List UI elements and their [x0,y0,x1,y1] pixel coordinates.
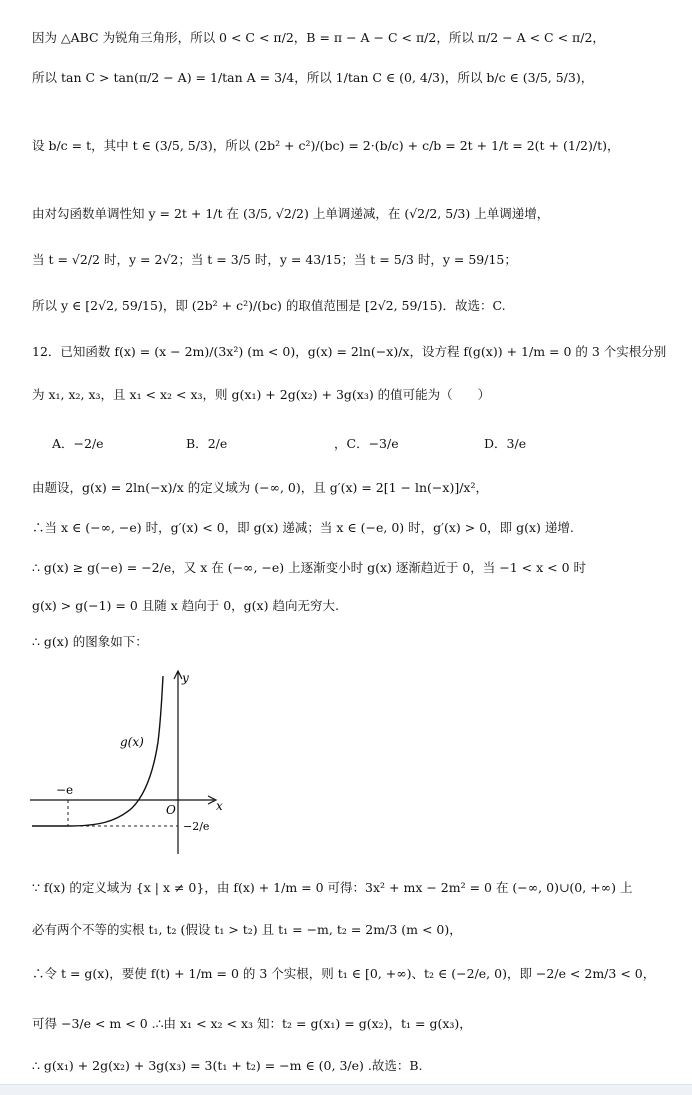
g-curve [32,676,163,826]
text-line: 所以 y ∈ [2√2, 59/15)，即 (2b² + c²)/(bc) 的取值范围是 [2√2, 59/15)．故选：C. [32,298,506,313]
min-value-label: −2/e [183,820,210,833]
text-line: ∴当 x ∈ (−∞, −e) 时，g′(x) < 0，即 g(x) 递减；当 x ∈ (−e, 0) 时，g′(x) > 0，即 g(x) 递增. [32,520,574,535]
text-line: 可得 −3/e < m < 0 .∴由 x₁ < x₂ < x₃ 知：t₂ = g(x₁) = g(x₂)，t₁ = g(x₃)， [32,1016,472,1031]
option-c [334,434,399,452]
text-line: 所以 tan C > tan(π/2 − A) = 1/tan A = 3/4，所以 1/tan C ∈ (0, 4/3)，所以 b/c ∈ (3/5, 5/3)， [32,70,594,85]
neg-e-label: −e [56,783,74,797]
option-value: 3/e [506,436,527,451]
text-line: g(x) > g(−1) = 0 且随 x 趋向于 0，g(x) 趋向无穷大. [32,598,339,613]
function-graph [28,668,248,858]
option-label: A． [52,436,74,451]
option-value: 2/e [207,436,228,451]
text-line: ∴ g(x) ≥ g(−e) = −2/e，又 x 在 (−∞, −e) 上逐渐变小时 g(x) 逐渐趋近于 0，当 −1 < x < 0 时 [32,560,587,575]
text-line: 设 b/c = t，其中 t ∈ (3/5, 5/3)，所以 (2b² + c²)/(bc) = 2·(b/c) + c/b = 2t + 1/t = 2(t + (1/2)/t)， [32,138,620,153]
text-line: ∴令 t = g(x)，要使 f(t) + 1/m = 0 的 3 个实根，则 t₁ ∈ [0, +∞)、t₂ ∈ (−2/e, 0)，即 −2/e < 2m/3 < 0， [32,966,656,981]
option-d [484,434,526,452]
option-value: −2/e [73,436,104,451]
x-axis-label: x [216,799,223,813]
option-a [52,434,104,452]
text-line: 必有两个不等的实根 t₁, t₂ (假设 t₁ > t₂) 且 t₁ = −m, t₂ = 2m/3 (m < 0)， [32,922,462,937]
text-line: ∵ f(x) 的定义域为 {x | x ≠ 0}，由 f(x) + 1/m = 0 可得：3x² + mx − 2m² = 0 在 (−∞, 0)∪(0, +∞) 上 [32,880,633,895]
option-label: B． [186,436,208,451]
option-b [186,434,227,452]
text-line: 由对勾函数单调性知 y = 2t + 1/t 在 (3/5, √2/2) 上单调递减，在 (√2/2, 5/3) 上单调递增， [32,206,550,221]
origin-label: O [166,803,176,817]
text-line: ∴ g(x₁) + 2g(x₂) + 3g(x₃) = 3(t₁ + t₂) = −m ∈ (0, 3/e) .故选：B. [32,1058,423,1073]
option-label: D． [484,436,507,451]
curve-label: g(x) [120,735,144,749]
text-line: 由题设，g(x) = 2ln(−x)/x 的定义域为 (−∞, 0)，且 g′(x) = 2[1 − ln(−x)]/x²， [32,480,488,495]
option-label: ，C． [334,436,369,451]
question-stem: 12．已知函数 f(x) = (x − 2m)/(3x²) (m < 0)，g(x) = 2ln(−x)/x，设方程 f(g(x)) + 1/m = 0 的 3 个实根分别 [32,344,667,359]
text-line: ∴ g(x) 的图象如下： [32,634,148,649]
text-line: 因为 △ABC 为锐角三角形，所以 0 < C < π/2，B = π − A − C < π/2，所以 π/2 − A < C < π/2， [32,30,605,45]
question-stem: 为 x₁, x₂, x₃，且 x₁ < x₂ < x₃，则 g(x₁) + 2g(x₂) + 3g(x₃) 的值可能为（ ） [32,387,491,402]
viewer-bottom-bar [0,1084,692,1095]
option-value: −3/e [368,436,399,451]
text-line: 当 t = √2/2 时，y = 2√2；当 t = 3/5 时，y = 43/15；当 t = 5/3 时，y = 59/15； [32,252,517,267]
y-axis-label: y [182,671,189,685]
